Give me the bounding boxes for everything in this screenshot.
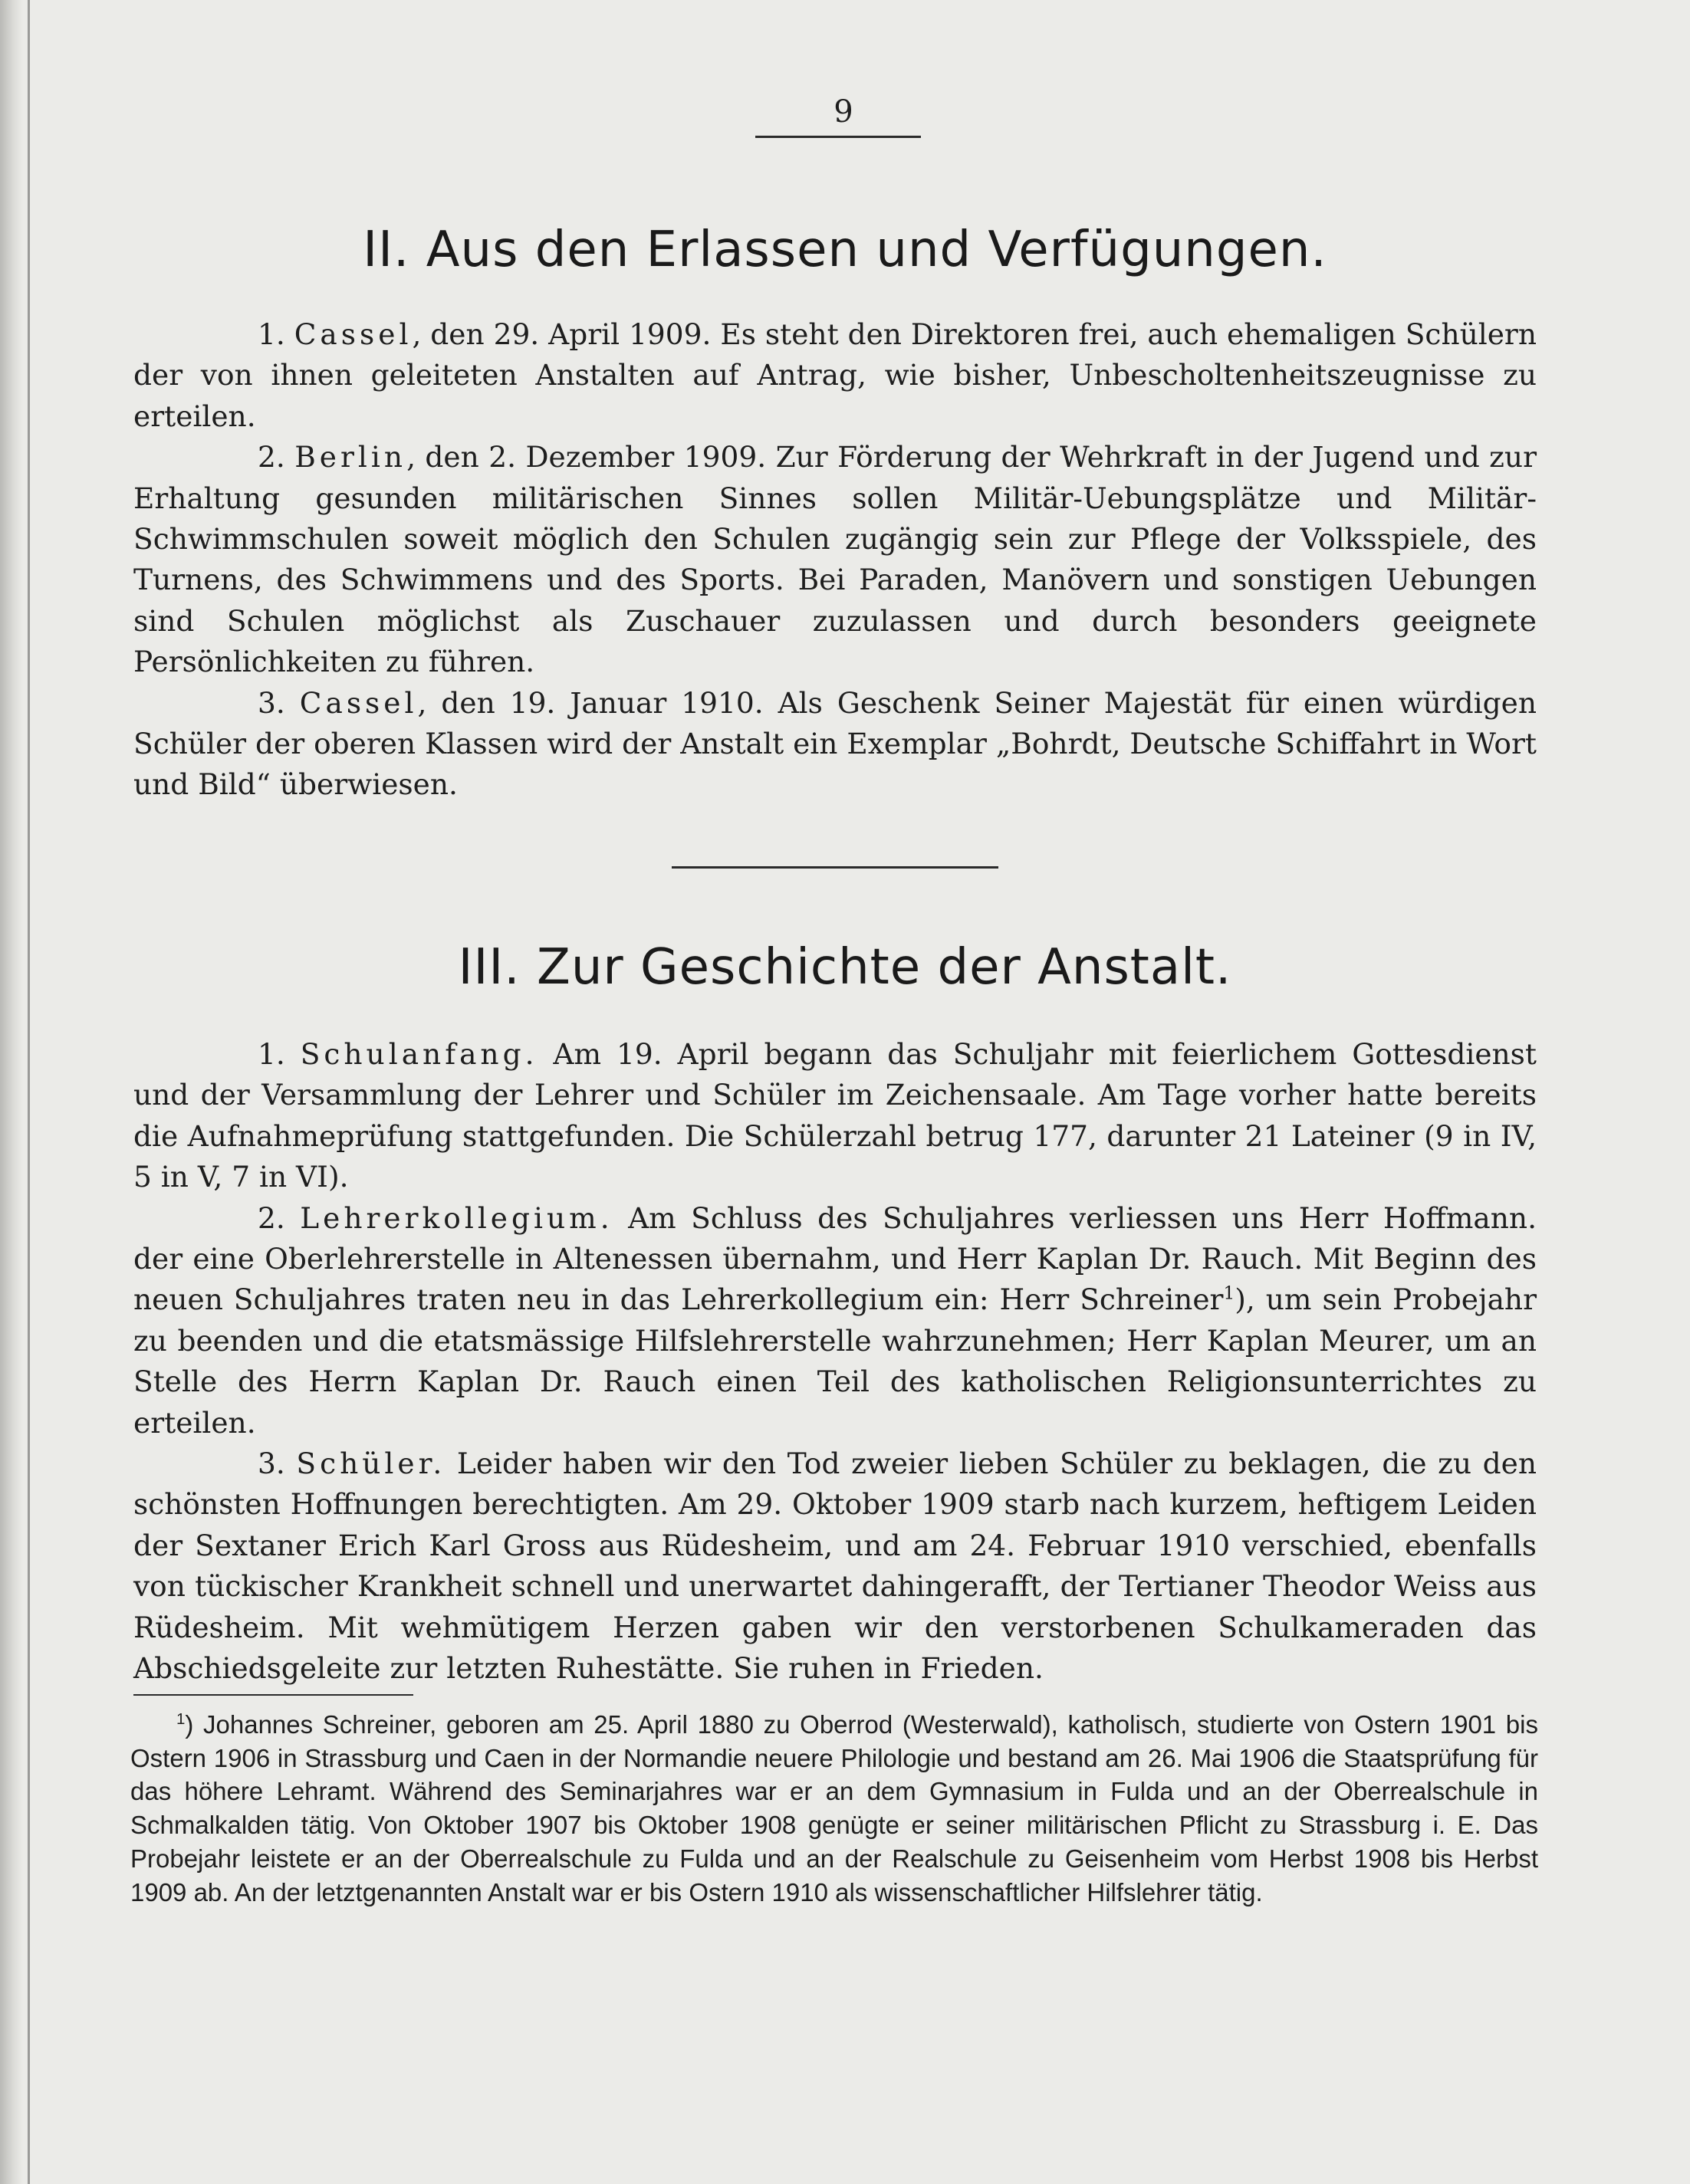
section-2-paragraph-1 bbox=[133, 314, 1537, 437]
section-2-body bbox=[133, 314, 1537, 806]
footnote-text: ) Johannes Schreiner, geboren am 25. April 1880 zu Oberrod (Westerwald), katholisch, studierte von Ostern 1901 bis Ostern 1906 in Strassburg und Caen in der Normandie neuere Philologie und bestand am 26. Mai 1906 die Staatsprüfung für das höhere Lehramt. Während des Seminarjahres war er an dem Gymnasium in Fulda und an der Oberrealschule in Schmalkalden tätig. Von Oktober 1907 bis Oktober 1908 genügte er seiner militärischen Pflicht zu Strassburg i. E. Das Probejahr leistete er an der Oberrealschule zu Fulda und an der Realschule zu Geisenheim vom Herbst 1908 bis Herbst 1909 ab. An der letztgenannten Anstalt war er bis Ostern 1910 als wissenschaftlicher Hilfslehrer tätig. bbox=[130, 1710, 1538, 1906]
section-2-paragraph-2 bbox=[133, 437, 1537, 682]
section-3-body bbox=[133, 1034, 1537, 1690]
paragraph-number: 3. bbox=[258, 1447, 297, 1481]
paragraph-text: , den 29. April 1909. Es steht den Direktoren frei, auch ehemaligen Schülern der von ihnen geleiteten Anstalten auf Antrag, wie bisher, Unbescholtenheitszeugnisse zu erteilen. bbox=[133, 317, 1537, 433]
paragraph-text: Leider haben wir den Tod zweier lieben Schüler zu beklagen, die zu den schönsten Hoffnungen berechtigten. Am 29. Oktober 1909 starb nach kurzem, heftigem Leiden der Sextaner Erich Karl Gross aus Rüdesheim, und am 24. Februar 1910 verschied, ebenfalls von tückischer Krankheit schnell und unerwartet dahingerafft, der Tertianer Theodor Weiss aus Rüdesheim. Mit wehmütigem Herzen gaben wir den verstorbenen Schulkameraden das Abschiedsgeleite zur letzten Ruhestätte. Sie ruhen in Frieden. bbox=[133, 1447, 1537, 1686]
paragraph-text: , den 19. Januar 1910. Als Geschenk Seiner Majestät für einen würdigen Schüler der oberen Klassen wird der Anstalt ein Exemplar „Bohrdt, Deutsche Schiffahrt in Wort und Bild“ überwiesen. bbox=[133, 685, 1537, 802]
paragraph-term: Schulanfang. bbox=[300, 1037, 538, 1071]
section-3-paragraph-3 bbox=[133, 1443, 1537, 1689]
section-3-paragraph-2 bbox=[133, 1198, 1537, 1443]
paragraph-number: 1. bbox=[258, 317, 294, 351]
binding-shadow bbox=[0, 0, 23, 2184]
place-name: Berlin bbox=[294, 440, 407, 475]
paragraph-number: 3. bbox=[258, 685, 300, 720]
section-divider bbox=[672, 866, 998, 869]
binding-line bbox=[28, 0, 30, 2184]
paragraph-text-continued: ), um sein Probejahr zu beenden und die etatsmässige Hilfslehrerstelle wahrzunehmen; Herr Kaplan Meurer, um an Stelle des Herrn Kaplan Dr. Rauch einen Teil des katholischen Religionsunterrichtes zu erteilen. bbox=[133, 1282, 1537, 1440]
footnote bbox=[130, 1708, 1538, 1909]
paragraph-text: Am Schluss des Schuljahres verliessen uns Herr Hoffmann. der eine Oberlehrerstelle in Altenessen übernahm, und Herr Kaplan Dr. Rauch. Mit Beginn des neuen Schuljahres traten neu in das Lehrerkollegium ein: Herr Schreiner bbox=[133, 1200, 1537, 1317]
paragraph-term: Lehrerkollegium. bbox=[300, 1200, 613, 1235]
paragraph-text: Am 19. April begann das Schuljahr mit feierlichem Gottesdienst und der Versammlung der Lehrer und Schüler im Zeichensaale. Am Tage vorher hatte bereits die Aufnahmeprüfung stattgefunden. Die Schülerzahl betrug 177, darunter 21 Lateiner (9 in IV, 5 in V, 7 in VI). bbox=[133, 1037, 1537, 1194]
place-name: Cassel bbox=[294, 317, 413, 351]
paragraph-text: , den 2. Dezember 1909. Zur Förderung der Wehrkraft in der Jugend und zur Erhaltung gesunden militärischen Sinnes sollen Militär-Uebungsplätze und Militär-Schwimmschulen soweit möglich den Schulen zugängig sein zur Pflege der Volksspiele, des Turnens, des Schwimmens und des Sports. Bei Paraden, Manövern und sonstigen Uebungen sind Schulen möglichst als Zuschauer zuzulassen und durch besonders geeignete Persönlichkeiten zu führen. bbox=[133, 440, 1537, 679]
section-3-heading: III. Zur Geschichte der Anstalt. bbox=[458, 939, 1232, 996]
footnote-reference: 1 bbox=[1223, 1282, 1235, 1304]
paragraph-number: 1. bbox=[258, 1037, 301, 1071]
paragraph-term: Schüler. bbox=[296, 1447, 446, 1481]
paragraph-number: 2. bbox=[258, 440, 295, 475]
page-number-rule bbox=[755, 136, 921, 138]
section-2-paragraph-3 bbox=[133, 683, 1537, 806]
section-2-heading: II. Aus den Erlassen und Verfügungen. bbox=[363, 222, 1327, 278]
footnote-marker: 1 bbox=[176, 1710, 186, 1728]
page-number: 9 bbox=[833, 94, 853, 130]
footnote-rule bbox=[133, 1694, 413, 1696]
place-name: Cassel bbox=[299, 685, 418, 720]
section-3-paragraph-1 bbox=[133, 1034, 1537, 1198]
paragraph-number: 2. bbox=[258, 1200, 301, 1235]
